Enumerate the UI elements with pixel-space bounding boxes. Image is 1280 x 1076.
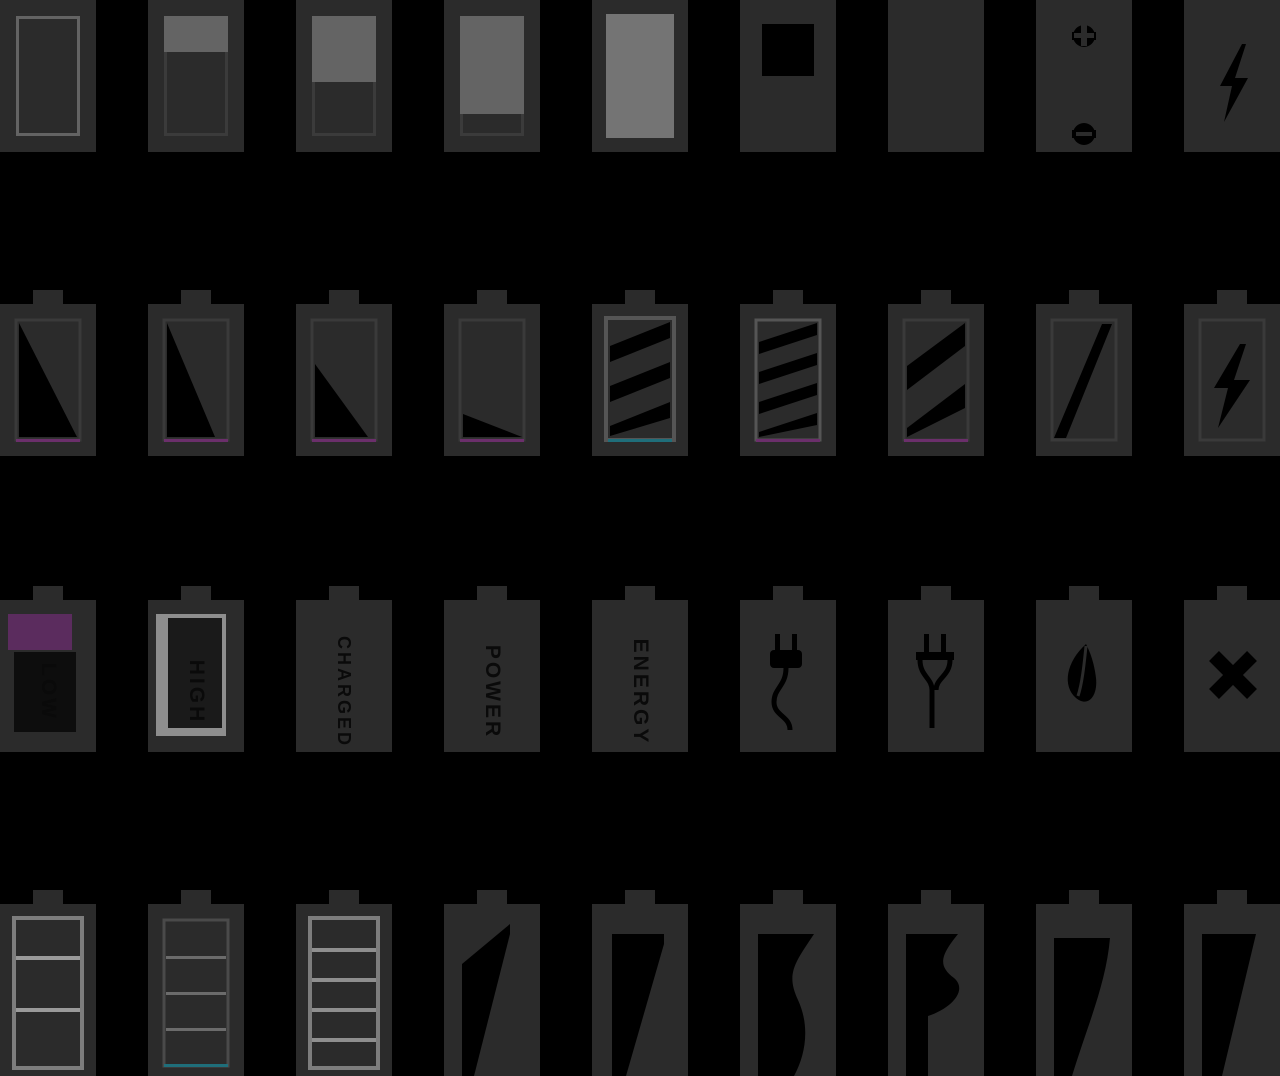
battery-cap	[1217, 586, 1247, 601]
battery-cap	[625, 890, 655, 905]
battery-wave-a	[444, 890, 542, 1070]
battery-square-cutout	[740, 0, 838, 166]
battery-fill	[312, 16, 376, 82]
battery-base-bar	[164, 439, 228, 442]
slash-icon	[1036, 304, 1132, 456]
battery-bolt	[1184, 0, 1280, 166]
battery-base-bar	[756, 439, 820, 442]
battery-body	[740, 904, 836, 1076]
battery-plug-cord-icon	[740, 586, 838, 766]
battery-cap	[329, 586, 359, 601]
battery-cap	[773, 586, 803, 601]
battery-label-power	[444, 586, 542, 766]
battery-body	[1184, 600, 1280, 752]
battery-solid	[888, 0, 986, 166]
battery-segments-three	[0, 890, 98, 1070]
battery-label-charged-text: CHARGED	[334, 635, 355, 748]
battery-cap	[1069, 890, 1099, 905]
segment-bars-icon	[0, 904, 96, 1076]
battery-stripes-three	[592, 290, 690, 470]
battery-body	[296, 600, 392, 752]
battery-label-charged	[296, 586, 394, 766]
battery-fill	[606, 14, 674, 138]
battery-body	[296, 304, 392, 456]
battery-bolt-outline	[1184, 290, 1280, 470]
battery-label-low-text: LOW	[37, 663, 60, 721]
battery-base-bar	[460, 439, 524, 442]
battery-wave-curve	[1036, 890, 1134, 1070]
battery-body	[592, 904, 688, 1076]
battery-cap	[1069, 290, 1099, 305]
battery-label-power-text: POWER	[481, 644, 504, 740]
battery-fill	[460, 16, 524, 114]
battery-cap	[477, 890, 507, 905]
battery-segments-four	[148, 890, 246, 1070]
battery-label-low	[0, 586, 98, 766]
terminal-symbols-icon	[1036, 0, 1132, 152]
diagonal-fill-icon	[148, 304, 244, 456]
battery-body	[1184, 0, 1280, 152]
battery-body	[740, 600, 836, 752]
battery-cap	[921, 586, 951, 601]
battery-cap	[625, 290, 655, 305]
battery-cap	[477, 290, 507, 305]
battery-label-energy-text: ENERGY	[629, 638, 652, 746]
diagonal-fill-icon	[296, 304, 392, 456]
battery-body	[444, 304, 540, 456]
battery-cap	[773, 290, 803, 305]
battery-body	[592, 600, 688, 752]
battery-label-energy	[592, 586, 690, 766]
plug-cord-icon	[740, 600, 836, 752]
battery-diagonal-10	[0, 290, 98, 470]
battery-base-bar	[608, 439, 672, 442]
wave-fill-icon	[740, 904, 836, 1076]
battery-slash	[1036, 290, 1134, 470]
diagonal-fill-icon	[0, 304, 96, 456]
battery-body	[888, 0, 984, 152]
battery-base-bar	[312, 439, 376, 442]
battery-cross-icon	[1184, 586, 1280, 766]
battery-wave-flag	[888, 890, 986, 1070]
battery-body	[444, 600, 540, 752]
battery-cap	[921, 890, 951, 905]
battery-cap	[1217, 290, 1247, 305]
battery-cap	[921, 290, 951, 305]
battery-body	[148, 0, 244, 152]
diagonal-fill-icon	[444, 304, 540, 456]
plug-icon	[888, 600, 984, 752]
battery-body	[444, 904, 540, 1076]
wave-fill-icon	[444, 904, 540, 1076]
battery-diagonal-40	[296, 290, 394, 470]
battery-cap	[1217, 890, 1247, 905]
battery-body	[888, 304, 984, 456]
battery-body	[740, 304, 836, 456]
battery-body	[148, 904, 244, 1076]
battery-stripes-four	[740, 290, 838, 470]
stripe-fill-icon	[888, 304, 984, 456]
battery-wave-diagonal	[1184, 890, 1280, 1070]
battery-body	[148, 304, 244, 456]
battery-cap	[181, 586, 211, 601]
battery-label-high	[148, 586, 246, 766]
battery-cap	[33, 890, 63, 905]
stripe-fill-icon	[592, 304, 688, 456]
battery-cap	[477, 586, 507, 601]
battery-cap	[1069, 586, 1099, 601]
battery-body	[1184, 904, 1280, 1076]
battery-body	[592, 304, 688, 456]
battery-body	[1036, 904, 1132, 1076]
battery-body	[888, 600, 984, 752]
battery-body	[1036, 600, 1132, 752]
cross-icon	[1184, 600, 1280, 752]
battery-fill	[164, 16, 228, 52]
wave-fill-icon	[1184, 904, 1280, 1076]
lightning-bolt-icon	[1184, 0, 1280, 152]
battery-leaf-icon	[1036, 586, 1134, 766]
battery-body	[740, 0, 836, 152]
battery-body	[1184, 304, 1280, 456]
battery-label-high-text: HIGH	[185, 659, 208, 725]
wave-fill-icon	[592, 904, 688, 1076]
battery-base-bar	[16, 439, 80, 442]
battery-square-hole	[762, 24, 814, 76]
battery-level-100	[592, 0, 690, 166]
battery-plug-icon	[888, 586, 986, 766]
battery-cap	[329, 890, 359, 905]
battery-body	[296, 0, 392, 152]
segment-bars-icon	[148, 904, 244, 1076]
battery-body	[0, 600, 96, 752]
battery-body	[0, 304, 96, 456]
battery-body	[592, 0, 688, 152]
battery-body	[0, 0, 96, 152]
battery-cap	[181, 290, 211, 305]
battery-empty-outline	[0, 0, 98, 166]
battery-cap	[33, 290, 63, 305]
battery-body	[1036, 0, 1132, 152]
battery-body	[148, 600, 244, 752]
battery-body	[1036, 304, 1132, 456]
battery-wave-s	[740, 890, 838, 1070]
battery-base-bar	[904, 439, 968, 442]
battery-cap	[181, 890, 211, 905]
battery-body	[296, 904, 392, 1076]
battery-diagonal-60	[444, 290, 542, 470]
battery-terminals	[1036, 0, 1134, 166]
leaf-icon	[1036, 600, 1132, 752]
battery-wave-b	[592, 890, 690, 1070]
battery-cap	[773, 890, 803, 905]
battery-stripes-two	[888, 290, 986, 470]
battery-level-50	[296, 0, 394, 166]
battery-body	[444, 0, 540, 152]
segment-bars-icon	[296, 904, 392, 1076]
battery-diagonal-25	[148, 290, 246, 470]
battery-segments-five	[296, 890, 394, 1070]
battery-body	[888, 904, 984, 1076]
bolt-outline-icon	[1184, 304, 1280, 456]
battery-level-25	[148, 0, 246, 166]
battery-level-75	[444, 0, 542, 166]
battery-inner-outline	[16, 16, 80, 136]
battery-cap	[625, 586, 655, 601]
wave-fill-icon	[888, 904, 984, 1076]
battery-cap	[33, 586, 63, 601]
battery-cap	[329, 290, 359, 305]
wave-fill-icon	[1036, 904, 1132, 1076]
battery-body	[0, 904, 96, 1076]
stripe-fill-icon	[740, 304, 836, 456]
